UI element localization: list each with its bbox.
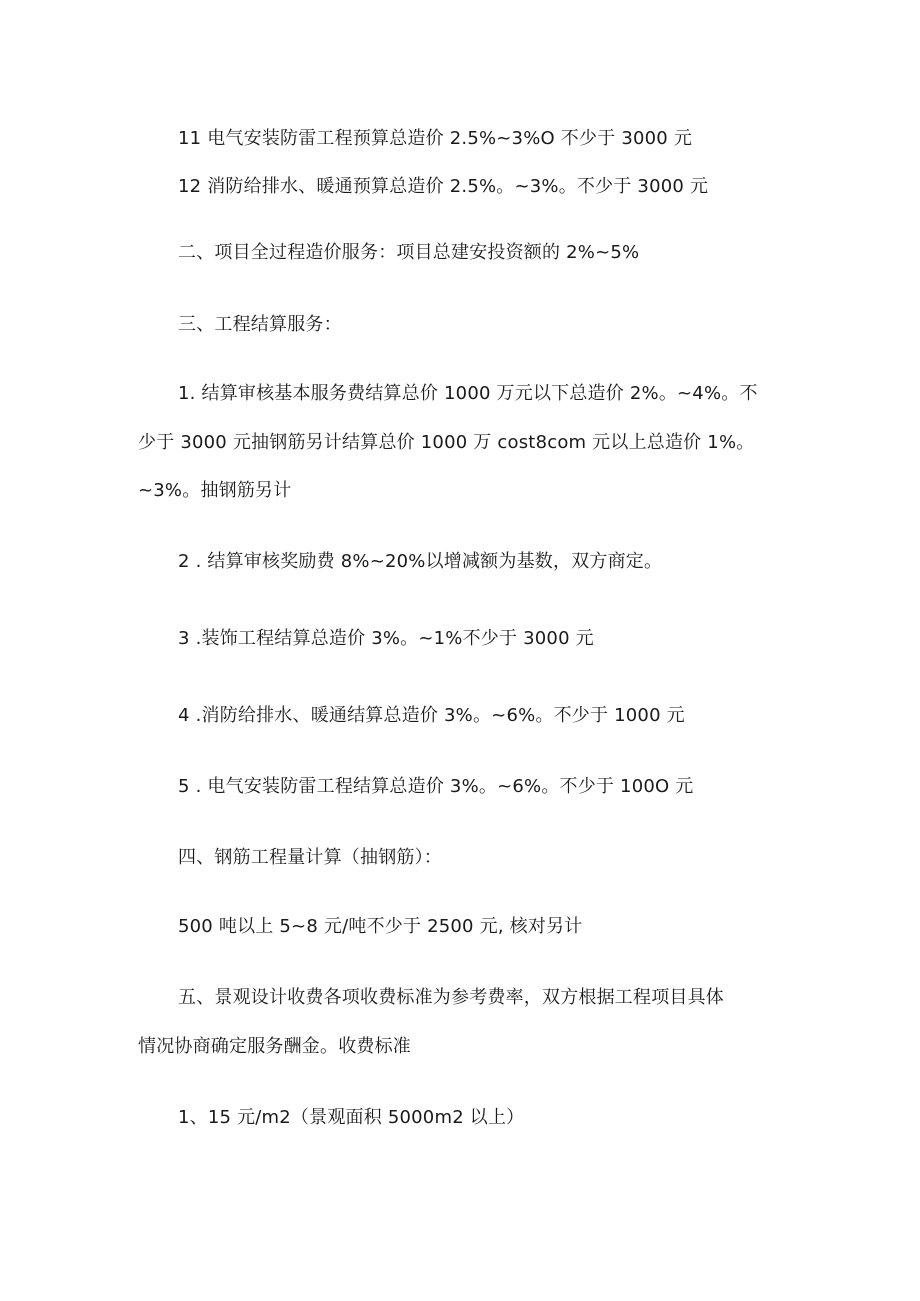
section-heading-4: 四、钢筋工程量计算（抽钢筋）： [178,847,442,868]
text-line-11: 5 . 电气安装防雷工程结算总造价 3%。~6%。不少于 100O 元 [178,776,694,797]
text-line-2: 12 消防给排水、暖通预算总造价 2.5%。~3%。不少于 3000 元 [178,176,709,197]
text-line-6: 少于 3000 元抽钢筋另计结算总价 1000 万 cost8com 元以上总造价 1%。 [138,432,755,453]
section-heading-3: 三、工程结算服务： [178,314,342,335]
text-line-5: 1. 结算审核基本服务费结算总价 1000 万元以下总造价 2%。~4%。不 [178,383,758,404]
text-line-8: 2 . 结算审核奖励费 8%~20%以增减额为基数，双方商定。 [178,551,663,572]
text-line-16: 1、15 元/m2（景观面积 5000m2 以上） [178,1107,525,1128]
text-line-13: 500 吨以上 5~8 元/吨不少于 2500 元, 核对另计 [178,916,583,937]
text-line-10: 4 .消防给排水、暖通结算总造价 3%。~6%。不少于 1000 元 [178,705,685,726]
text-line-15: 情况协商确定服务酬金。收费标准 [138,1036,411,1057]
text-line-9: 3 .装饰工程结算总造价 3%。~1%不少于 3000 元 [178,628,594,649]
section-heading-2: 二、项目全过程造价服务：项目总建安投资额的 2%~5% [178,242,640,263]
section-heading-5: 五、景观设计收费各项收费标准为参考费率，双方根据工程项目具体 [178,987,724,1008]
text-line-1: 11 电气安装防雷工程预算总造价 2.5%~3%O 不少于 3000 元 [178,128,693,149]
text-line-7: ~3%。抽钢筋另计 [138,480,292,501]
